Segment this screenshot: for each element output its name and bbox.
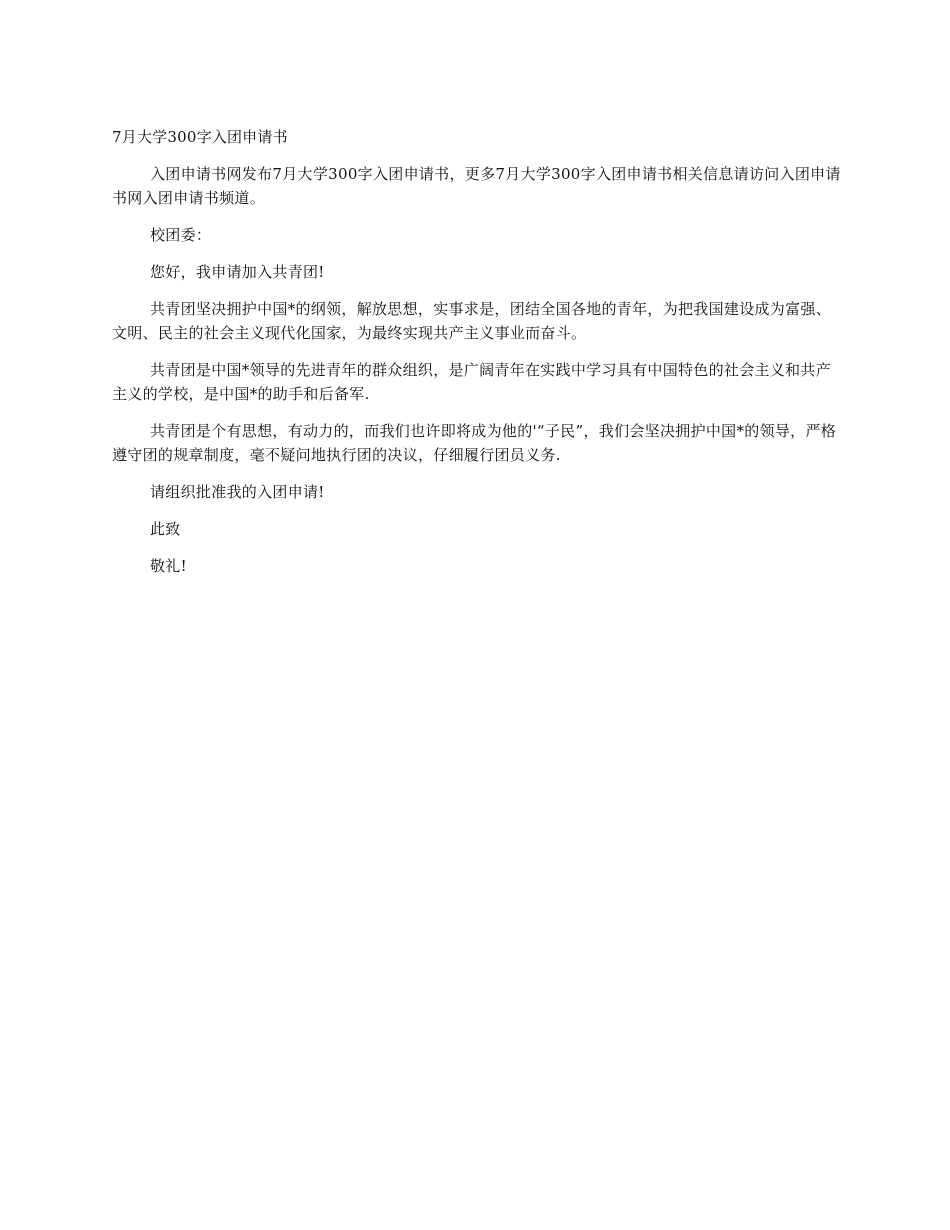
request-paragraph: 请组织批准我的入团申请! [150, 483, 325, 501]
intro-paragraph: 入团申请书网发布7月大学300字入团申请书，更多7月大学300字入团申请书相关信息请访问入团申请书网入团申请书频道。 [112, 165, 841, 207]
salutation-paragraph: 校团委： [150, 226, 212, 244]
body-paragraph-3: 共青团是个有思想，有动力的，而我们也许即将成为他的'“子民”，我们会坚决拥护中国*的领导，严格遵守团的规章制度，毫不疑问地执行团的决议，仔细履行团员义务. [112, 422, 837, 464]
closing-paragraph: 此致 [150, 520, 181, 538]
regards-paragraph: 敬礼! [150, 557, 187, 575]
body-paragraph-1: 共青团坚决拥护中国*的纲领，解放思想，实事求是，团结全国各地的青年，为把我国建设成为富强、文明、民主的社会主义现代化国家，为最终实现共产主义事业而奋斗。 [112, 300, 832, 342]
greeting-paragraph: 您好，我申请加入共青团! [150, 263, 325, 281]
document-title: 7月大学300字入团申请书 [112, 128, 288, 146]
body-paragraph-2: 共青团是中国*领导的先进青年的群众组织，是广阔青年在实践中学习具有中国特色的社会主义和共产主义的学校，是中国*的助手和后备军. [112, 361, 832, 403]
